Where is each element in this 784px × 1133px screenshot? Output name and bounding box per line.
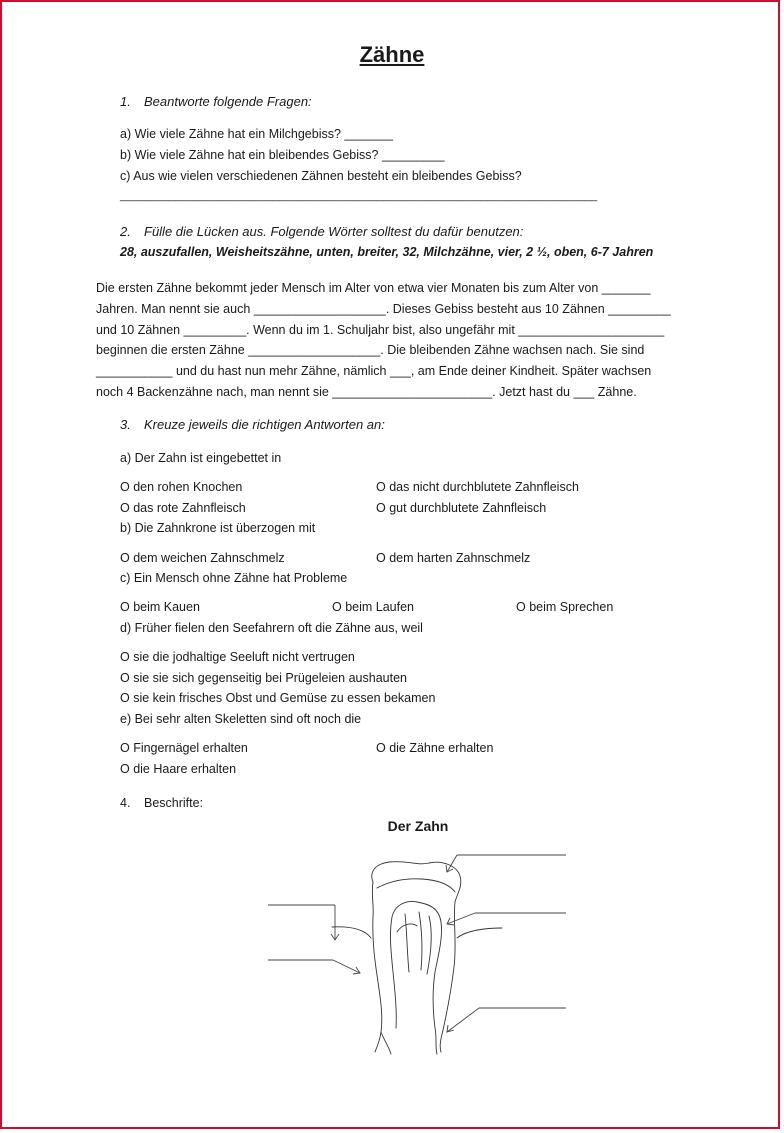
q1-line-c: c) Aus wie vielen verschiedenen Zähnen besteht ein bleibendes Gebiss?	[120, 169, 522, 183]
cloze-line: Jahren. Man nennt sie auch ___________________. Dieses Gebiss besteht aus 10 Zähnen _________	[96, 301, 671, 316]
q3e-option[interactable]: O die Haare erhalten	[120, 762, 237, 776]
q3a-option[interactable]: O gut durchblutete Zahnfleisch	[376, 501, 547, 515]
q3a-option[interactable]: O den rohen Knochen	[120, 480, 243, 494]
q4-heading-text: Beschrifte:	[144, 796, 204, 810]
q3c-option[interactable]: O beim Laufen	[332, 600, 414, 614]
pulp-outline	[392, 902, 442, 1028]
q3d-option[interactable]: O sie sie sich gegenseitig bei Prügeleien aushauten	[120, 671, 407, 685]
tooth-outline	[372, 862, 461, 1052]
cloze-line: Die ersten Zähne bekommt jeder Mensch im Alter von etwa vier Monaten bis zum Alter von _______	[96, 281, 651, 295]
q2-cloze-paragraph	[96, 278, 696, 403]
q3b-question: b) Die Zahnkrone ist überzogen mit	[120, 521, 316, 535]
q3a-option[interactable]: O das nicht durchblutete Zahnfleisch	[376, 480, 579, 494]
q3-heading	[120, 417, 385, 432]
q3-heading-text: Kreuze jeweils die richtigen Antworten an:	[144, 417, 385, 432]
q3c-option[interactable]: O beim Sprechen	[516, 600, 614, 614]
q1-answer-line: ______________________________________________________________________________	[120, 190, 598, 202]
q1-line-b: b) Wie viele Zähne hat ein bleibendes Gebiss? _________	[120, 148, 445, 162]
q3-number: 3.	[120, 417, 131, 432]
q3d-option[interactable]: O sie kein frisches Obst und Gemüse zu essen bekamen	[120, 691, 436, 705]
q2-heading-text: Fülle die Lücken aus. Folgende Wörter solltest du dafür benutzen:	[144, 224, 524, 239]
q2-word-list: 28, auszufallen, Weisheitszähne, unten, breiter, 32, Milchzähne, vier, 2 ½, oben, 6-7 Jahren	[120, 245, 654, 259]
q3b-option[interactable]: O dem weichen Zahnschmelz	[120, 551, 285, 565]
q3a-option[interactable]: O das rote Zahnfleisch	[120, 501, 246, 515]
q3a-question: a) Der Zahn ist eingebettet in	[120, 451, 282, 465]
diagram-title: Der Zahn	[387, 818, 449, 834]
q4-number: 4.	[120, 796, 131, 810]
q3b-option[interactable]: O dem harten Zahnschmelz	[376, 551, 531, 565]
q1-line-a: a) Wie viele Zähne hat ein Milchgebiss? _______	[120, 127, 394, 141]
cloze-line: ___________ und du hast nun mehr Zähne, nämlich ___, am Ende deiner Kindheit. Später wachsen	[96, 364, 652, 379]
q3d-option[interactable]: O sie die jodhaltige Seeluft nicht vertrugen	[120, 650, 355, 664]
q3d-question: d) Früher fielen den Seefahrern oft die Zähne aus, weil	[120, 621, 423, 635]
q3e-option[interactable]: O die Zähne erhalten	[376, 741, 494, 755]
q1-number: 1.	[120, 94, 131, 109]
cloze-line: und 10 Zähnen _________. Wenn du im 1. Schuljahr bist, also ungefähr mit _____________________	[96, 322, 665, 337]
cloze-line: noch 4 Backenzähne nach, man nennt sie _______________________. Jetzt hast du ___ Zähne.	[96, 384, 637, 399]
q3e-question: e) Bei sehr alten Skeletten sind oft noch die	[120, 712, 362, 726]
q2-heading	[120, 224, 523, 239]
q4-heading	[120, 796, 203, 810]
tooth-diagram	[257, 842, 577, 1057]
q3c-question: c) Ein Mensch ohne Zähne hat Probleme	[120, 571, 348, 585]
q1-heading	[120, 94, 312, 109]
page-title: Zähne	[359, 42, 425, 67]
q3c-option[interactable]: O beim Kauen	[120, 600, 200, 614]
q1-heading-text: Beantworte folgende Fragen:	[144, 94, 312, 109]
cloze-line: beginnen die ersten Zähne ___________________. Die bleibenden Zähne wachsen nach. Sie sind	[96, 343, 645, 358]
q2-number: 2.	[120, 224, 131, 239]
q3e-option[interactable]: O Fingernägel erhalten	[120, 741, 248, 755]
